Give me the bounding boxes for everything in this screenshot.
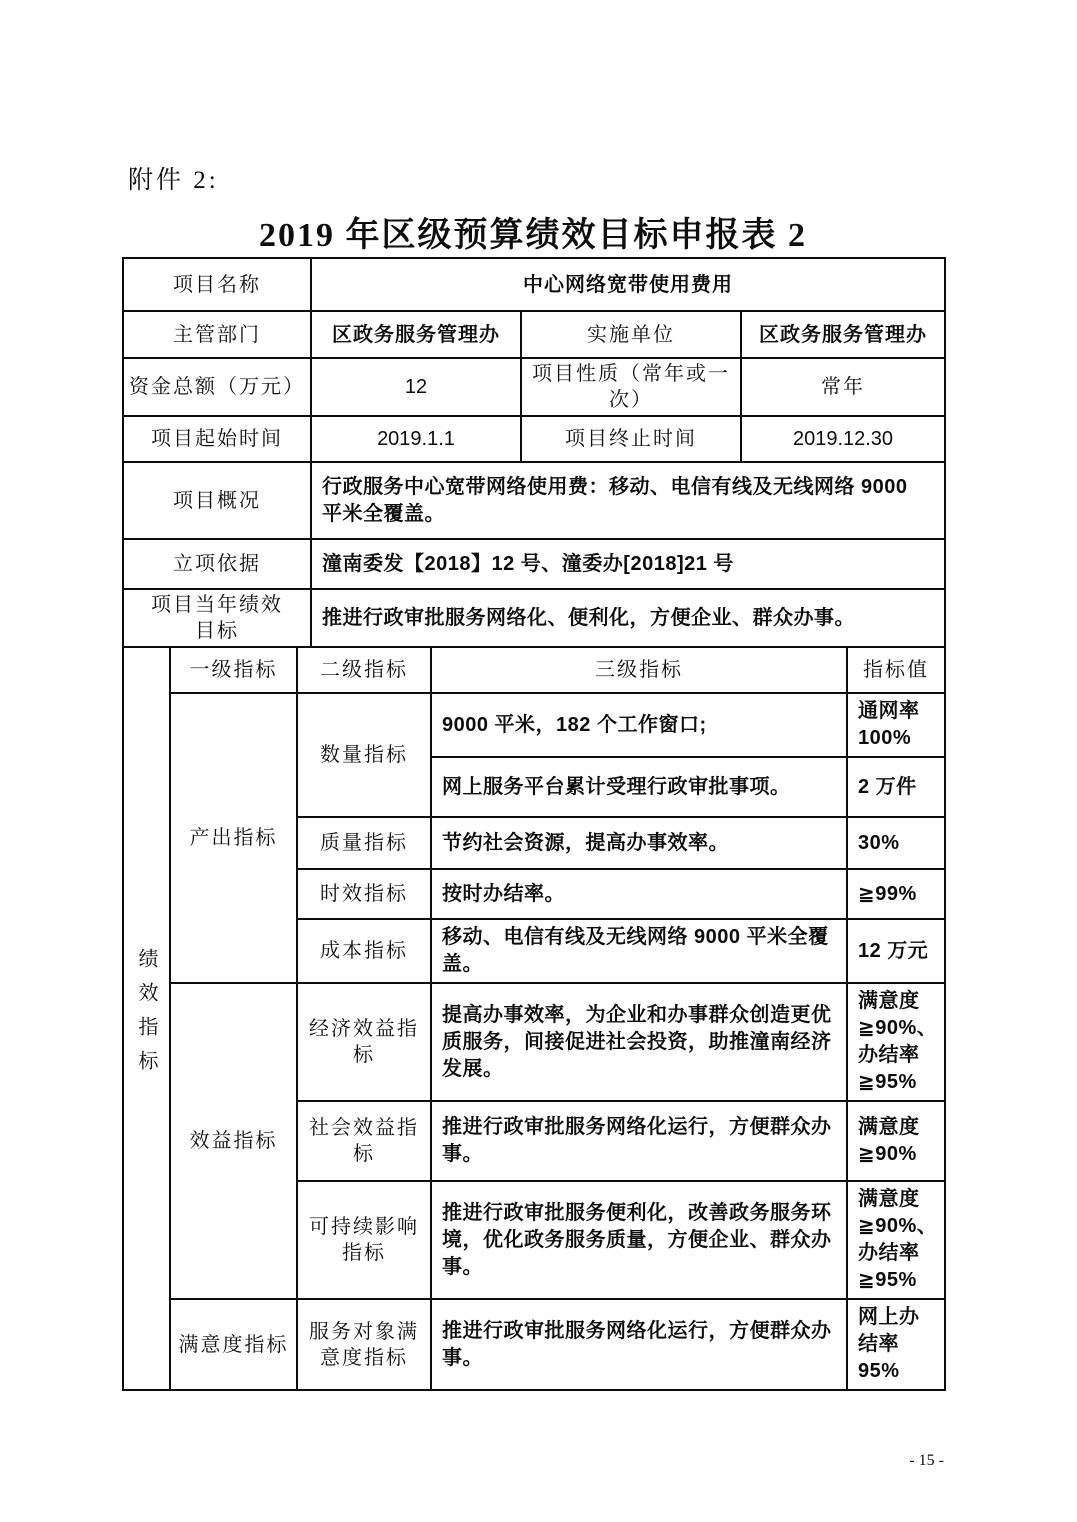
- end-date-label: 项目终止时间: [521, 416, 741, 462]
- level3-text: 提高办事效率，为企业和办事群众创造更优质服务，间接促进社会投资，助推潼南经济发展。: [431, 983, 847, 1101]
- level3-text: 按时办结率。: [431, 869, 847, 919]
- start-date-label: 项目起始时间: [123, 416, 311, 462]
- nature-value: 常年: [741, 358, 945, 416]
- impl-unit-label: 实施单位: [521, 311, 741, 358]
- indicator-value: 12 万元: [847, 919, 945, 983]
- level2-quality: 质量指标: [297, 817, 431, 869]
- overview-label: 项目概况: [123, 462, 311, 539]
- dept-label: 主管部门: [123, 311, 311, 358]
- level3-text: 9000 平米，182 个工作窗口;: [431, 693, 847, 757]
- table-row: [123, 416, 945, 462]
- start-date-value: 2019.1.1: [311, 416, 521, 462]
- table-row: [123, 589, 945, 647]
- level2-service-satisfaction: 服务对象满意度指标: [297, 1299, 431, 1390]
- group-satisfaction-label: 满意度指标: [170, 1299, 297, 1390]
- project-name-value: 中心网络宽带使用费用: [311, 258, 945, 311]
- indicator-value: 网上办结率 95%: [847, 1299, 945, 1390]
- group-benefit-label: 效益指标: [170, 983, 297, 1299]
- dept-value: 区政务服务管理办: [311, 311, 521, 358]
- page-title: 2019 年区级预算绩效目标申报表 2: [259, 217, 807, 254]
- indicator-value: 满意度≧90%、办结率≧95%: [847, 1181, 945, 1299]
- nature-label: 项目性质（常年或一次）: [521, 358, 741, 416]
- level2-social: 社会效益指标: [297, 1101, 431, 1181]
- page-number: - 15 -: [909, 1452, 944, 1469]
- performance-indicators-table: [122, 646, 946, 1391]
- indicator-row: [123, 983, 945, 1101]
- table-row: [123, 358, 945, 416]
- overview-value: 行政服务中心宽带网络使用费：移动、电信有线及无线网络 9000 平米全覆盖。: [311, 462, 945, 539]
- level3-text: 移动、电信有线及无线网络 9000 平米全覆盖。: [431, 919, 847, 983]
- header-value: 指标值: [847, 647, 945, 693]
- level3-text: 推进行政审批服务便利化，改善政务服务环境，优化政务服务质量，方便企业、群众办事。: [431, 1181, 847, 1299]
- attachment-label: 附件 2:: [128, 167, 219, 194]
- level2-timeliness: 时效指标: [297, 869, 431, 919]
- indicator-row: [123, 693, 945, 757]
- amount-value: 12: [311, 358, 521, 416]
- basis-label: 立项依据: [123, 539, 311, 589]
- level3-text: 网上服务平台累计受理行政审批事项。: [431, 757, 847, 817]
- impl-unit-value: 区政务服务管理办: [741, 311, 945, 358]
- header-level1: 一级指标: [170, 647, 297, 693]
- indicator-header-row: [123, 647, 945, 693]
- indicator-row: [123, 1299, 945, 1390]
- end-date-value: 2019.12.30: [741, 416, 945, 462]
- indicator-value: 满意度≧90%: [847, 1101, 945, 1181]
- table-row: [123, 539, 945, 589]
- indicator-value: 30%: [847, 817, 945, 869]
- annual-goal-value: 推进行政审批服务网络化、便利化，方便企业、群众办事。: [311, 589, 945, 647]
- indicators-section-label: [123, 647, 170, 1390]
- group-output-label: 产出指标: [170, 693, 297, 983]
- declaration-form: [122, 257, 944, 1391]
- header-level2: 二级指标: [297, 647, 431, 693]
- level3-text: 节约社会资源，提高办事效率。: [431, 817, 847, 869]
- level2-sustainability: 可持续影响指标: [297, 1181, 431, 1299]
- annual-goal-label: 项目当年绩效目标: [123, 589, 311, 647]
- project-name-label: 项目名称: [123, 258, 311, 311]
- table-row: [123, 462, 945, 539]
- level2-quantity: 数量指标: [297, 693, 431, 817]
- amount-label: 资金总额（万元）: [123, 358, 311, 416]
- indicator-value: 满意度≧90%、办结率≧95%: [847, 983, 945, 1101]
- indicator-value: 通网率 100%: [847, 693, 945, 757]
- level3-text: 推进行政审批服务网络化运行，方便群众办事。: [431, 1101, 847, 1181]
- indicator-value: 2 万件: [847, 757, 945, 817]
- header-level3: 三级指标: [431, 647, 847, 693]
- project-info-table: [122, 257, 946, 648]
- indicators-section-vertical-text: 绩效指标: [135, 948, 157, 1084]
- table-row: [123, 258, 945, 311]
- table-row: [123, 311, 945, 358]
- level2-economic: 经济效益指标: [297, 983, 431, 1101]
- level2-cost: 成本指标: [297, 919, 431, 983]
- indicator-value: ≧99%: [847, 869, 945, 919]
- basis-value: 潼南委发【2018】12 号、潼委办[2018]21 号: [311, 539, 945, 589]
- level3-text: 推进行政审批服务网络化运行，方便群众办事。: [431, 1299, 847, 1390]
